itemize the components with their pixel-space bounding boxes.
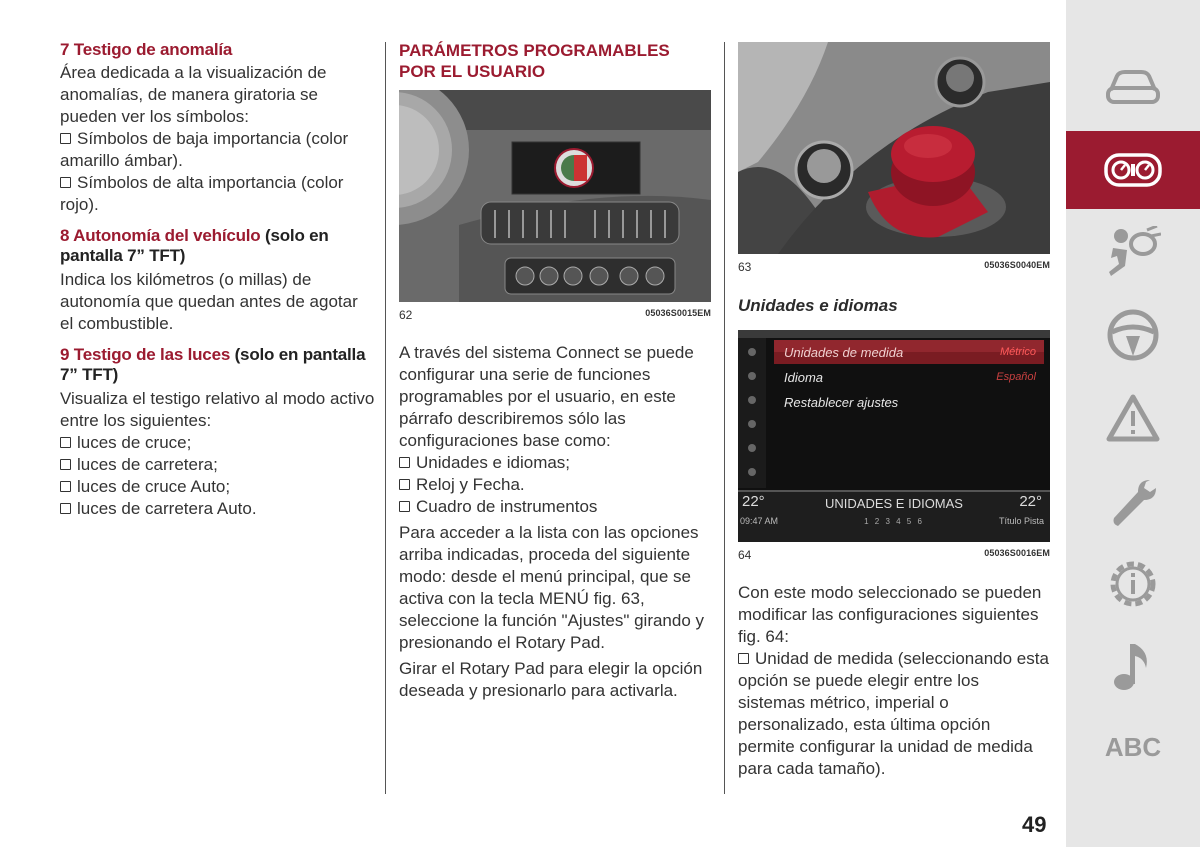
figure-64-settings-screen (738, 330, 1050, 542)
music-note-icon (1110, 638, 1156, 694)
figure-number: 64 (738, 548, 752, 562)
bullet-item: luces de carretera; (60, 454, 375, 476)
bullet-item: Unidad de medida (seleccionando esta opción se puede elegir entre los sistemas métrico, imperial o personalizado, esta última opción permite configurar la unidad de medida para cada tamaño). (738, 649, 1049, 778)
bullet-item: Símbolos de baja importancia (color amarillo ámbar). (60, 129, 349, 170)
checkbox-bullet-icon (399, 479, 410, 490)
steering-wheel-icon (1106, 308, 1160, 362)
heading-item-9: 9 Testigo de las luces (solo en pantalla 7” TFT) (60, 345, 366, 384)
page-number: 49 (1022, 812, 1047, 837)
column-1 (60, 40, 375, 520)
figure-number: 62 (399, 308, 413, 322)
section-title: PARÁMETROS PROGRAMABLES POR EL USUARIO (399, 41, 670, 81)
bullet-item: Símbolos de alta importancia (color rojo). (60, 173, 344, 214)
paragraph: A través del sistema Connect se puede configurar una serie de funciones programables por el usuario, en este párrafo describiremos sólo las configuraciones base como: (399, 343, 694, 450)
clock: 09:47 AM (740, 516, 779, 526)
menu-row-reset[interactable]: Restablecer ajustes (784, 394, 899, 410)
checkbox-bullet-icon (60, 481, 71, 492)
figure-code: 05036S0040EM (984, 260, 1050, 270)
checkbox-bullet-icon (60, 459, 71, 470)
sidebar-item-multimedia[interactable] (1066, 628, 1200, 704)
column-3 (738, 42, 1050, 780)
page-indicator: 1 2 3 4 5 6 (864, 517, 924, 526)
info-gear-icon (1105, 556, 1161, 612)
menu-row-units[interactable]: Unidades de medida Métrico (784, 344, 1036, 360)
paragraph: Para acceder a la lista con las opciones arriba indicadas, proceda del siguiente modo: desde el menú principal, que se activa con la tecla MENÚ fig. 63, seleccione la función "Ajustes" girando y presionando el Rotary Pad. (399, 523, 705, 652)
checkbox-bullet-icon (60, 503, 71, 514)
track-title: Título Pista (998, 516, 1044, 526)
checkbox-bullet-icon (399, 501, 410, 512)
sidebar-item-airbag[interactable] (1066, 216, 1200, 288)
sidebar-item-info[interactable] (1066, 546, 1200, 622)
figure-64-caption (738, 548, 1050, 562)
checkbox-bullet-icon (60, 437, 71, 448)
checkbox-bullet-icon (60, 177, 71, 188)
sidebar-item-maintenance[interactable] (1066, 464, 1200, 540)
heading-item-8: 8 Autonomía del vehículo (solo en pantalla 7” TFT) (60, 226, 329, 265)
wrench-icon (1106, 474, 1160, 530)
paragraph-item-8: Indica los kilómetros (o millas) de autonomía que quedan antes de agotar el combustible. (60, 270, 358, 333)
column-divider (724, 42, 725, 794)
sidebar-item-car[interactable] (1066, 50, 1200, 126)
sidebar-item-warning[interactable] (1066, 382, 1200, 454)
chapter-sidebar (1066, 0, 1200, 847)
figure-62-dashboard-photo (399, 90, 711, 302)
bullet-item: Unidades e idiomas; (399, 452, 711, 474)
paragraph-item-7: Área dedicada a la visualización de anomalías, de manera giratoria se pueden ver los símbolos: (60, 63, 327, 126)
rotary-pad-photo (738, 42, 1050, 254)
temp-right: 22° (1019, 493, 1042, 510)
paragraph: Girar el Rotary Pad para elegir la opción deseada y presionarlo para activarla. (399, 659, 703, 700)
figure-63-caption (738, 260, 1050, 274)
checkbox-bullet-icon (738, 653, 749, 664)
figure-63-rotary-pad-photo (738, 42, 1050, 254)
abc-icon: ABC (1104, 731, 1162, 762)
figure-code: 05036S0015EM (645, 308, 711, 318)
column-divider (385, 42, 386, 794)
bullet-item: Reloj y Fecha. (399, 474, 711, 496)
checkbox-bullet-icon (60, 133, 71, 144)
warning-icon (1106, 393, 1160, 443)
sidebar-item-index[interactable] (1066, 712, 1200, 782)
checkbox-bullet-icon (399, 457, 410, 468)
temp-left: 22° (742, 493, 765, 510)
bullet-item: luces de cruce Auto; (60, 476, 375, 498)
figure-number: 63 (738, 260, 752, 274)
bullet-item: Cuadro de instrumentos (399, 496, 711, 518)
menu-row-language[interactable]: Idioma Español (784, 369, 1036, 385)
car-icon (1105, 68, 1161, 108)
sidebar-item-dashboard[interactable] (1066, 131, 1200, 209)
dashboard-icon (1103, 150, 1163, 190)
figure-code: 05036S0016EM (984, 548, 1050, 558)
paragraph-item-9: Visualiza el testigo relativo al modo activo entre los siguientes: (60, 389, 375, 430)
column-2 (399, 40, 711, 702)
paragraph: Con este modo seleccionado se pueden modificar las configuraciones siguientes fig. 64: (738, 583, 1042, 646)
heading-item-7: 7 Testigo de anomalía (60, 40, 233, 59)
dashboard-photo (399, 90, 711, 302)
status-title: UNIDADES E IDIOMAS (825, 496, 963, 511)
bullet-item: luces de carretera Auto. (60, 498, 375, 520)
subheading: Unidades e idiomas (738, 296, 898, 315)
sidebar-item-steering[interactable] (1066, 298, 1200, 372)
bullet-item: luces de cruce; (60, 432, 375, 454)
figure-62-caption (399, 308, 711, 322)
airbag-icon (1105, 226, 1161, 278)
